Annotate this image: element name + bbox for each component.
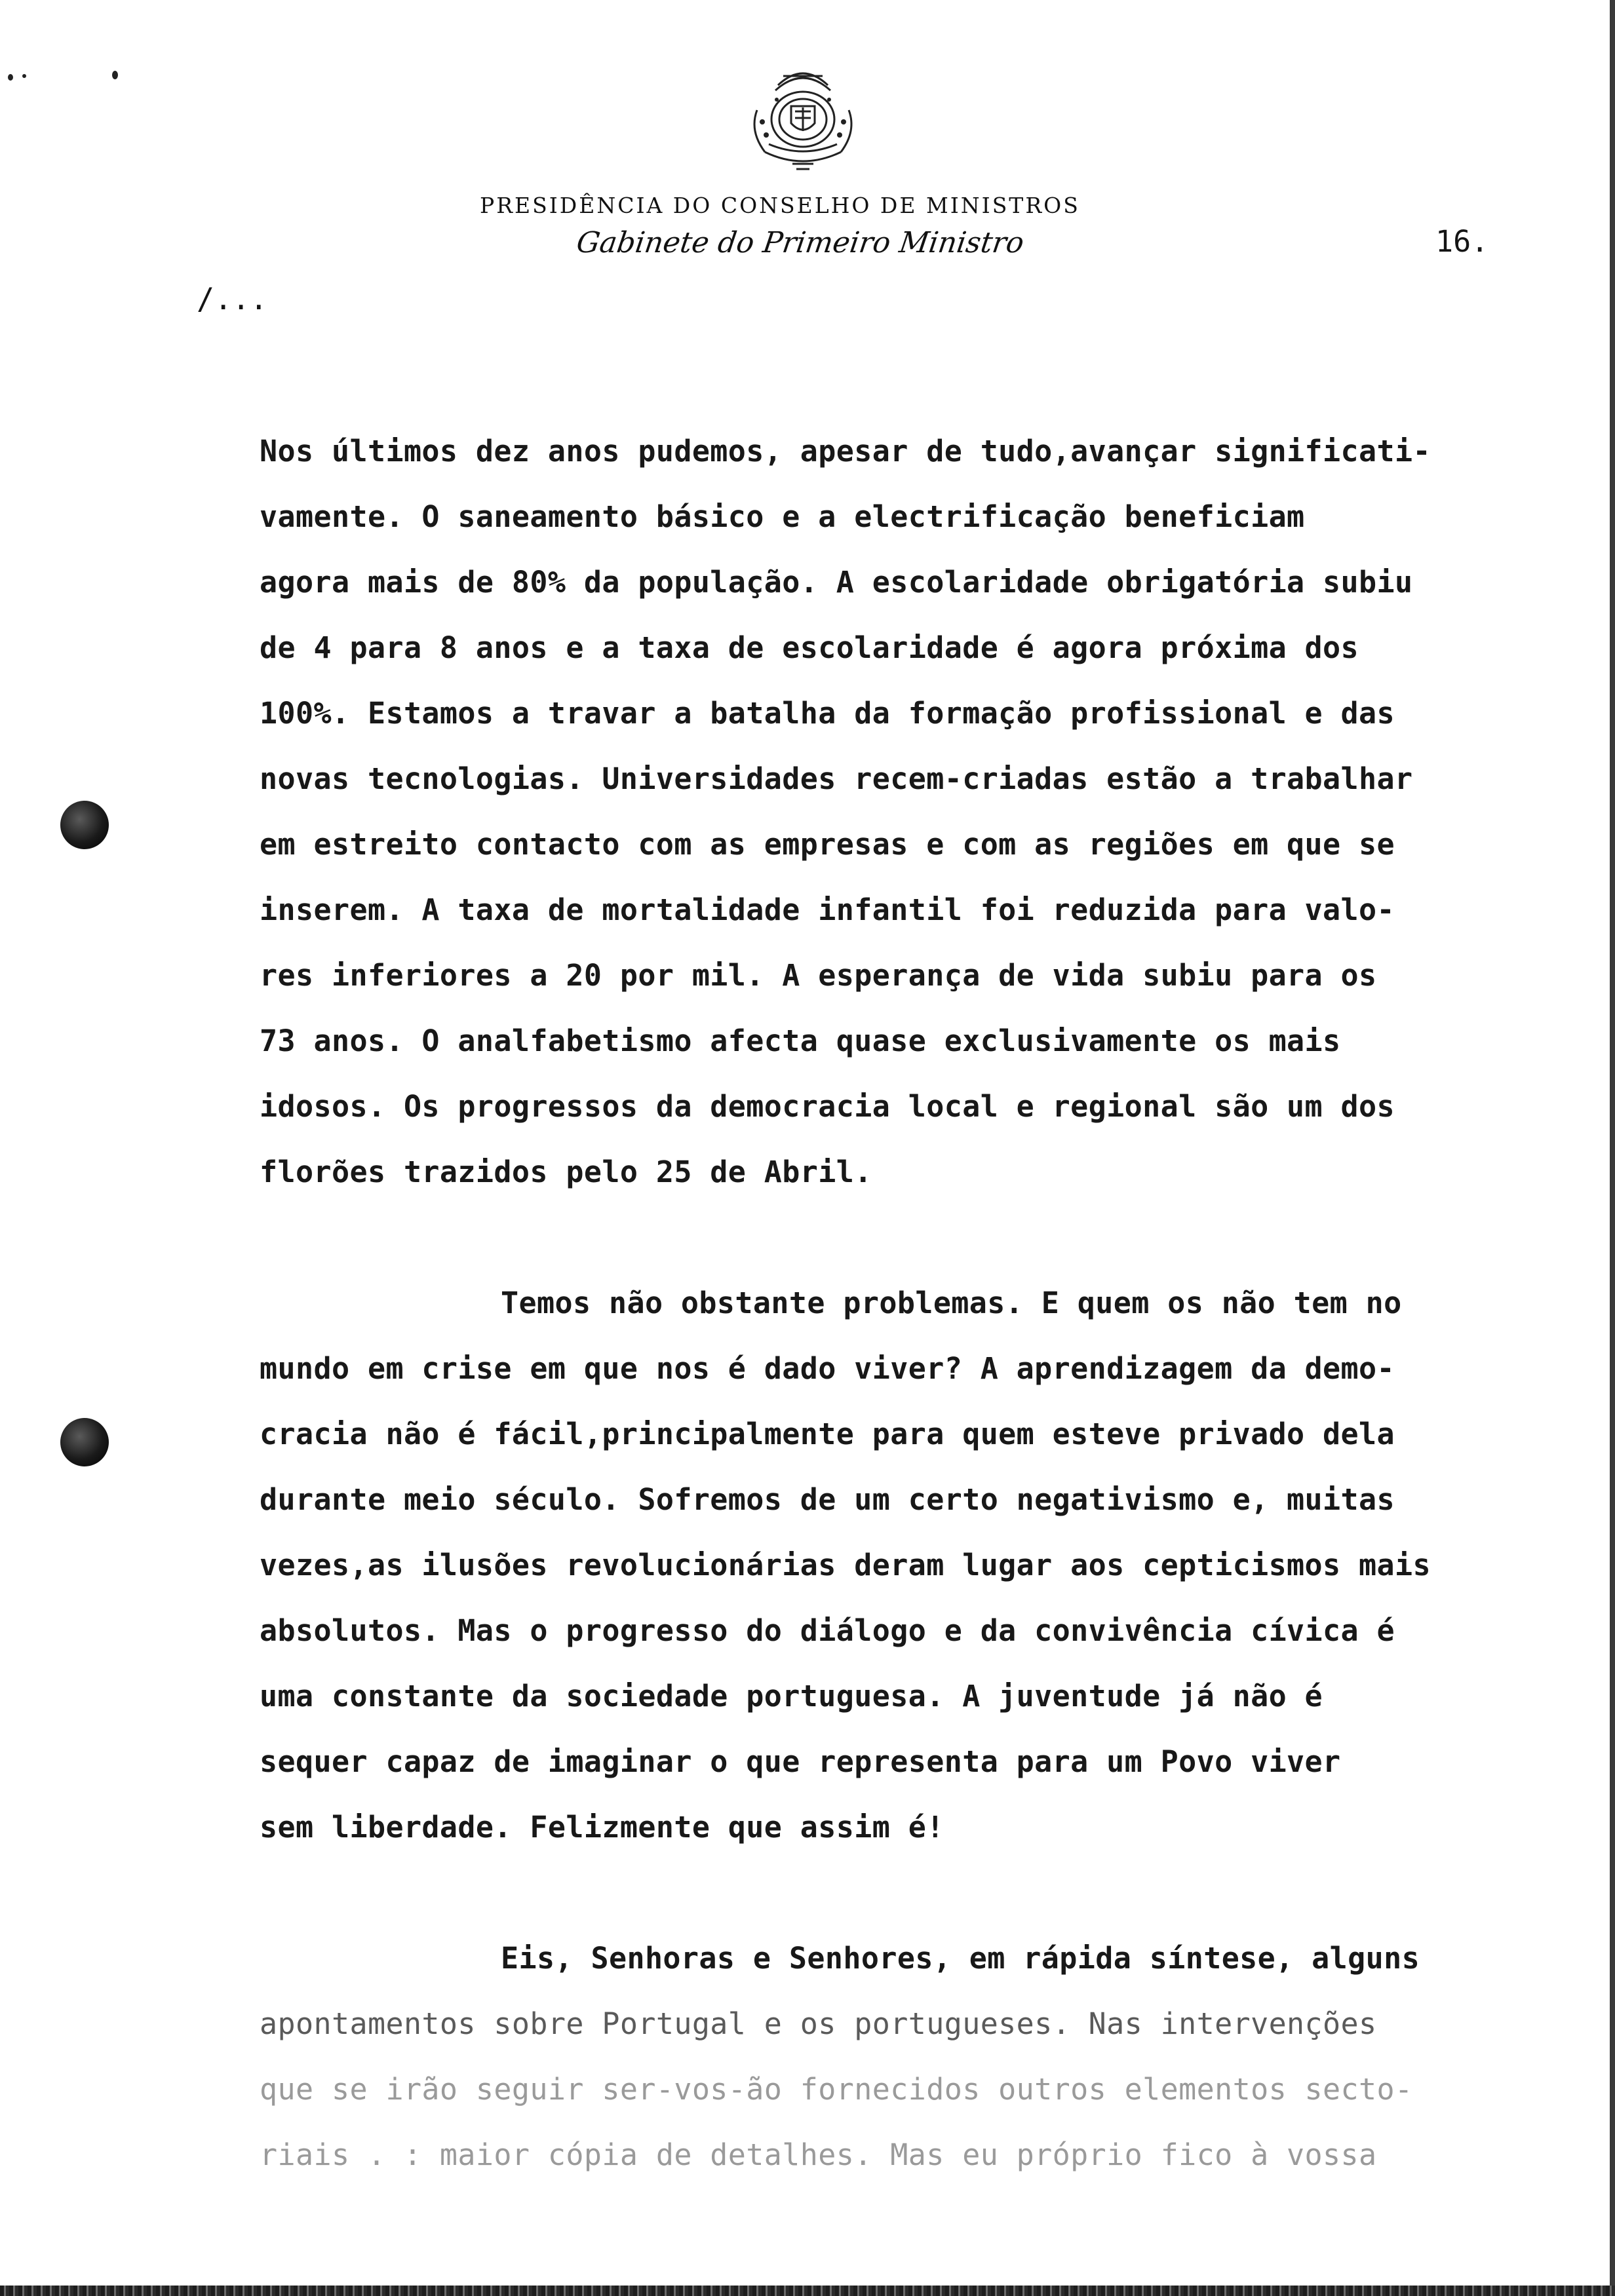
speck-mark: [112, 71, 118, 79]
paragraph-line: 100%. Estamos a travar a batalha da formação profissional e das: [260, 696, 1395, 731]
paragraph-line: riais . : maior cópia de detalhes. Mas eu próprio fico à vossa: [260, 2137, 1377, 2172]
paragraph-line: sequer capaz de imaginar o que representa para um Povo viver: [260, 1744, 1341, 1779]
paragraph-line: apontamentos sobre Portugal e os portugueses. Nas intervenções: [260, 2006, 1377, 2041]
paragraph-line: em estreito contacto com as empresas e com as regiões em que se: [260, 827, 1395, 862]
coat-of-arms-emblem: [737, 59, 868, 174]
paragraph-line: Eis, Senhoras e Senhores, em rápida síntese, alguns: [501, 1941, 1420, 1976]
continuation-mark: /...: [197, 282, 268, 316]
paragraph-line: mundo em crise em que nos é dado viver? A aprendizagem da demo-: [260, 1351, 1395, 1386]
paragraph-line: vamente. O saneamento básico e a electrificação beneficiam: [260, 499, 1305, 534]
scan-edge-right: [1610, 0, 1615, 2296]
paragraph-line: florões trazidos pelo 25 de Abril.: [260, 1155, 872, 1189]
scan-edge-bottom: [0, 2286, 1615, 2296]
speck-mark: [22, 74, 26, 78]
header-title: PRESIDÊNCIA DO CONSELHO DE MINISTROS: [480, 193, 1080, 218]
paragraph-line: 73 anos. O analfabetismo afecta quase exclusivamente os mais: [260, 1024, 1341, 1058]
paragraph-line: sem liberdade. Felizmente que assim é!: [260, 1810, 944, 1845]
punch-hole: [60, 801, 109, 849]
paragraph-line: novas tecnologias. Universidades recem-criadas estão a trabalhar: [260, 761, 1413, 796]
paragraph-line: que se irão seguir ser-vos-ão fornecidos outros elementos secto-: [260, 2072, 1413, 2107]
header-subtitle: Gabinete do Primeiro Ministro: [574, 226, 1026, 259]
paragraph-line: agora mais de 80% da população. A escolaridade obrigatória subiu: [260, 565, 1413, 600]
speck-mark: [8, 74, 13, 81]
paragraph-line: absolutos. Mas o progresso do diálogo e da convivência cívica é: [260, 1613, 1395, 1648]
paragraph-line: de 4 para 8 anos e a taxa de escolaridade é agora próxima dos: [260, 630, 1359, 665]
paragraph-line: idosos. Os progressos da democracia local e regional são um dos: [260, 1089, 1395, 1124]
paragraph-line: vezes,as ilusões revolucionárias deram lugar aos cepticismos mais: [260, 1548, 1431, 1582]
paragraph-line: res inferiores a 20 por mil. A esperança de vida subiu para os: [260, 958, 1377, 993]
page-number: 16.: [1435, 224, 1489, 259]
paragraph-line: uma constante da sociedade portuguesa. A juventude já não é: [260, 1679, 1323, 1713]
paragraph-line: durante meio século. Sofremos de um certo negativismo e, muitas: [260, 1482, 1395, 1517]
punch-hole: [60, 1418, 109, 1466]
paragraph-line: inserem. A taxa de mortalidade infantil foi reduzida para valo-: [260, 892, 1395, 927]
paragraph-line: Nos últimos dez anos pudemos, apesar de tudo,avançar significati-: [260, 434, 1431, 469]
paragraph-line: Temos não obstante problemas. E quem os não tem no: [501, 1286, 1402, 1320]
paragraph-line: cracia não é fácil,principalmente para quem esteve privado dela: [260, 1417, 1395, 1451]
